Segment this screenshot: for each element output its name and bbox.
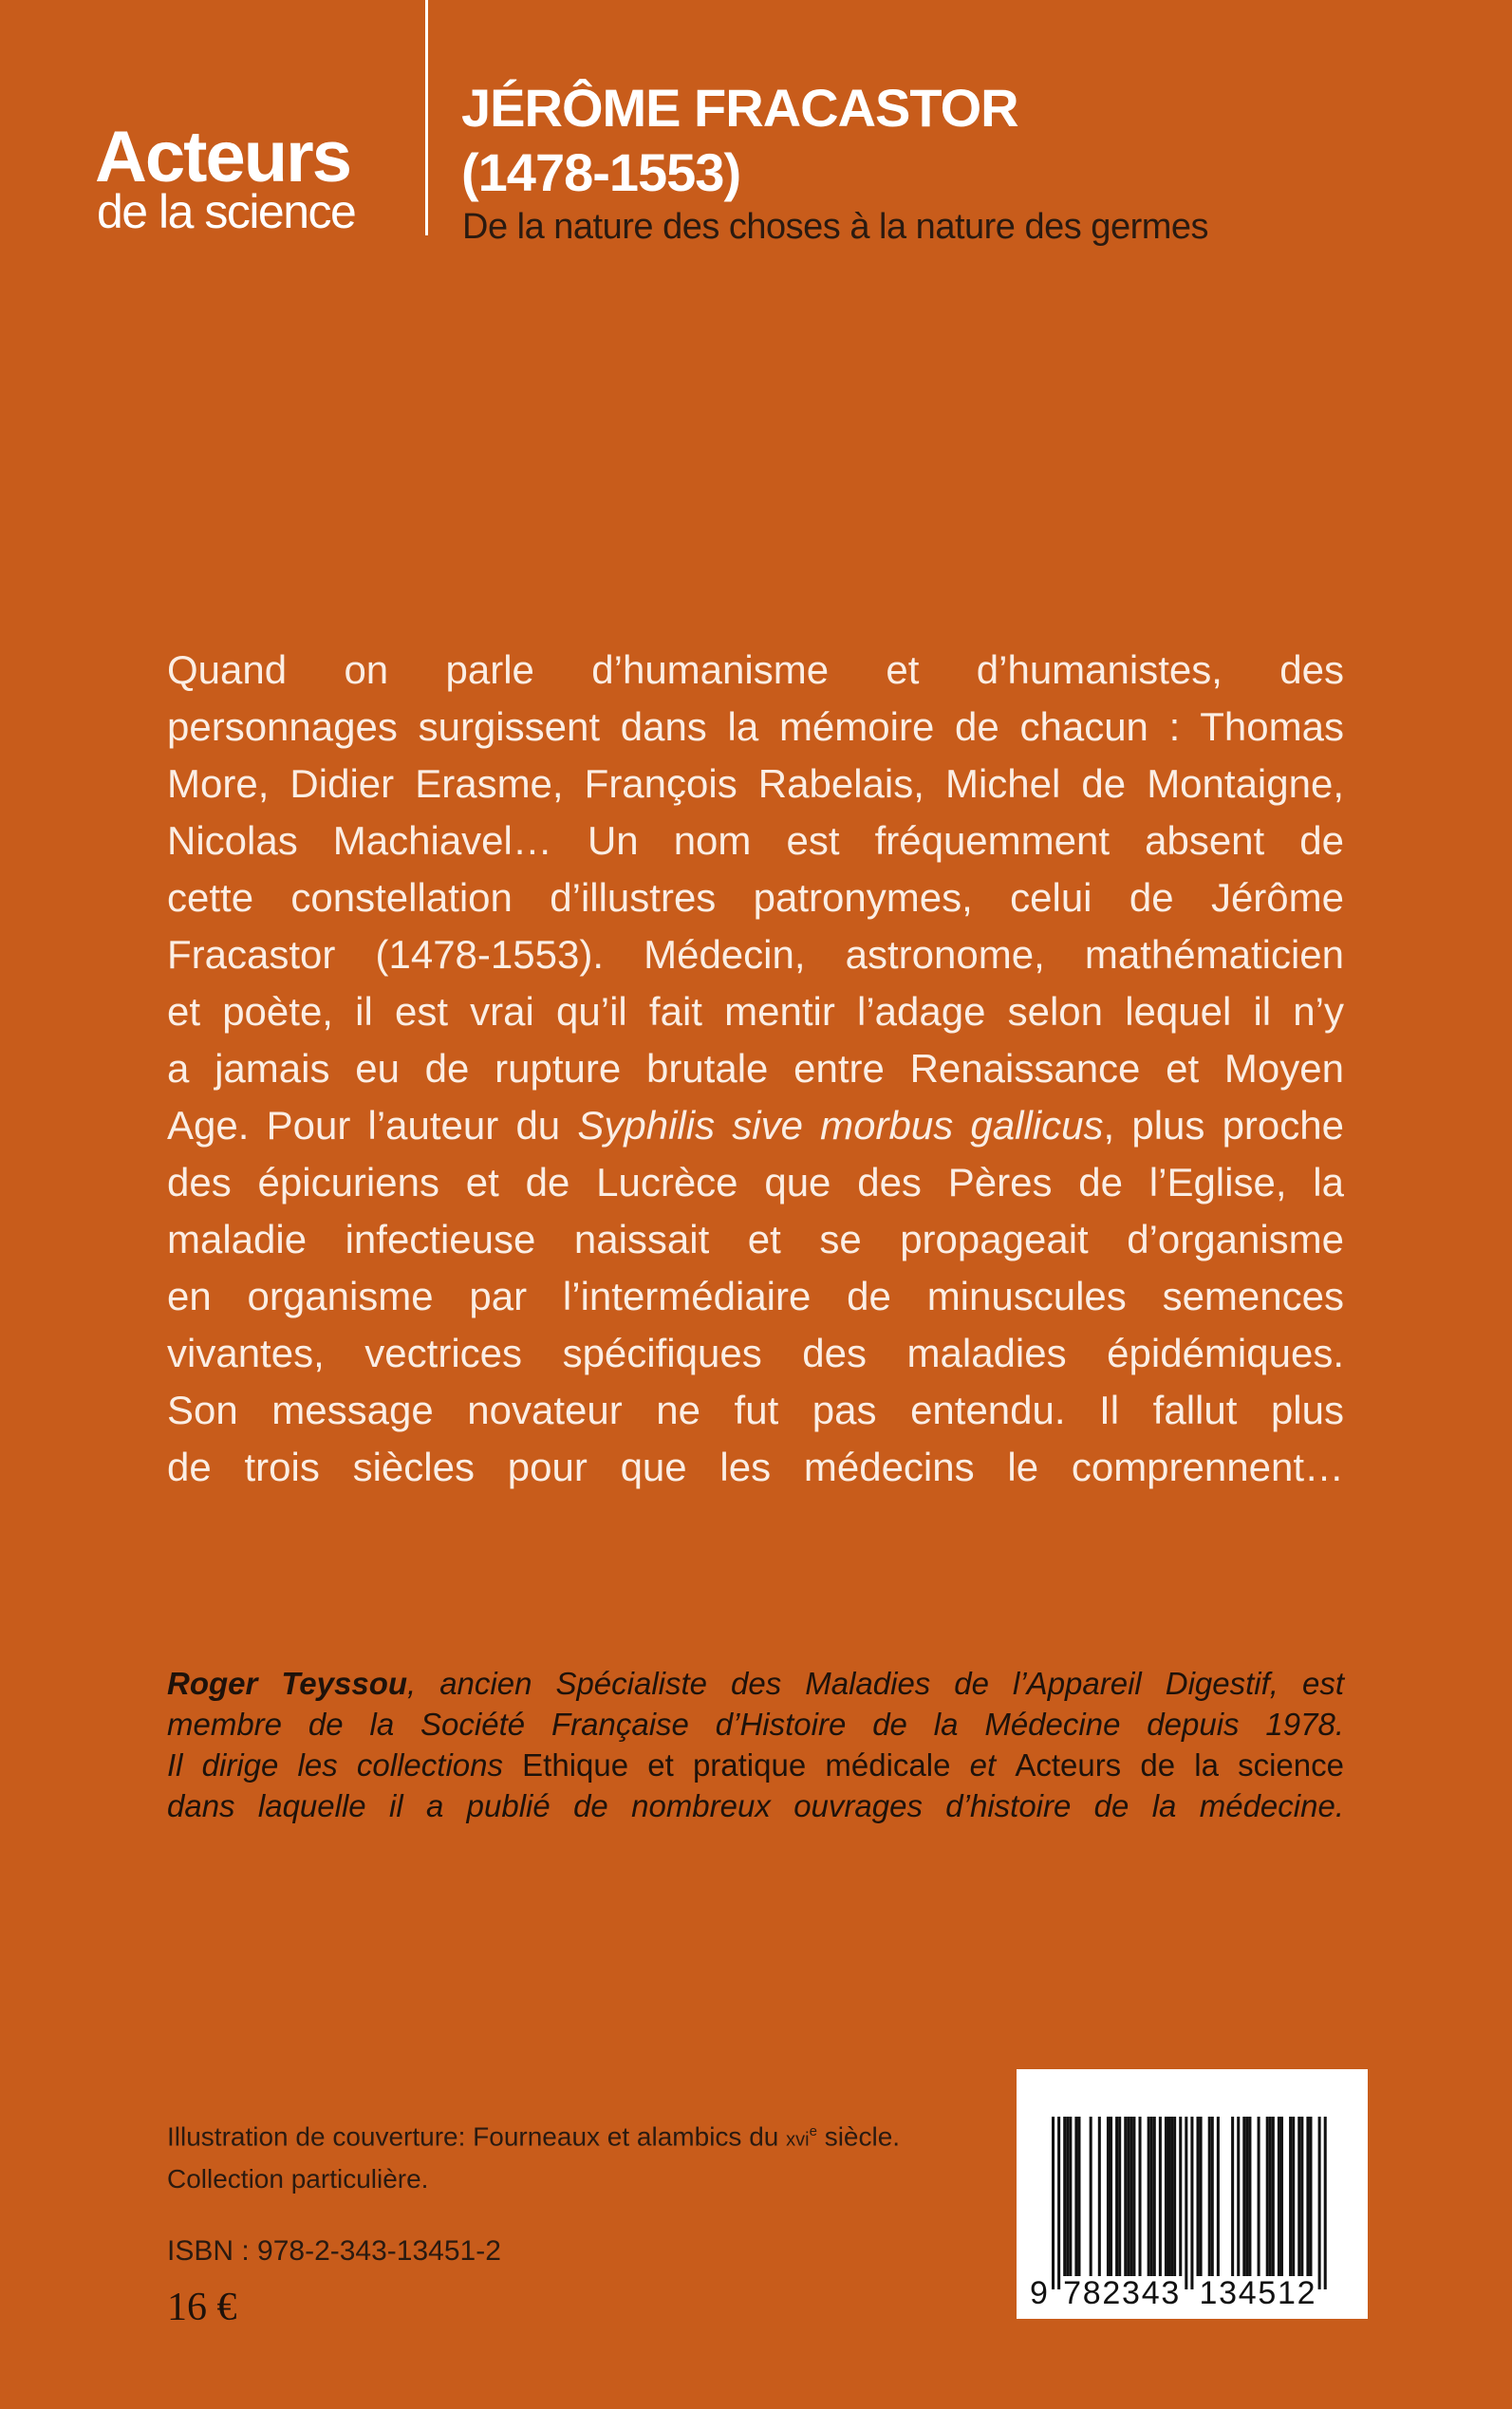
barcode-bar	[1090, 2117, 1092, 2276]
blurb-line: Age. Pour l’auteur du Syphilis sive morbus gallicus, plus proche	[167, 1103, 1344, 1148]
barcode-bar	[1211, 2117, 1214, 2276]
barcode-bar	[1107, 2117, 1110, 2276]
book-subtitle: De la nature des choses à la nature des germes	[462, 207, 1209, 247]
book-title	[461, 76, 1018, 205]
barcode-bar	[1110, 2117, 1112, 2276]
blurb-line: Nicolas Machiavel… Un nom est fréquemment absent de	[167, 818, 1344, 863]
barcode-bar	[1170, 2117, 1173, 2276]
bio-line: membre de la Société Française d’Histoire de la Médecine depuis 1978.	[167, 1707, 1344, 1742]
blurb-line: vivantes, vectrices spécifiques des maladies épidémiques.	[167, 1331, 1344, 1375]
blurb-line: de trois siècles pour que les médecins le comprennent…	[167, 1445, 1344, 1489]
blurb-line: a jamais eu de rupture brutale entre Renaissance et Moyen	[167, 1046, 1344, 1091]
barcode-bar	[1063, 2117, 1066, 2276]
barcode-digits: 134512	[1199, 2275, 1316, 2311]
barcode-bar	[1197, 2117, 1200, 2276]
barcode-bar	[1057, 2117, 1060, 2289]
blurb-line: en organisme par l’intermédiaire de minuscules semences	[167, 1274, 1344, 1318]
title-dates: (1478-1553)	[461, 142, 741, 202]
bio-line: Il dirige les collections Ethique et pratique médicale et Acteurs de la science	[167, 1747, 1344, 1783]
barcode-bar	[1272, 2117, 1275, 2276]
barcode-bar	[1115, 2117, 1118, 2276]
barcode-bar	[1300, 2117, 1303, 2276]
barcode-bar	[1208, 2117, 1211, 2276]
series-logo-subtitle: de la science	[97, 185, 356, 238]
barcode-digits: 9	[1030, 2275, 1048, 2311]
blurb-line: maladie infectieuse naissait et se propageait d’organisme	[167, 1217, 1344, 1261]
barcode-bar	[1066, 2117, 1069, 2276]
title-name: JÉRÔME FRACASTOR	[461, 78, 1018, 138]
barcode-bar	[1217, 2117, 1220, 2276]
barcode-bar	[1190, 2117, 1193, 2289]
barcode-bar	[1306, 2117, 1309, 2276]
barcode-bar	[1127, 2117, 1129, 2276]
barcode-bar	[1118, 2117, 1121, 2276]
barcode-bar	[1266, 2117, 1269, 2276]
barcode-bar	[1179, 2117, 1182, 2276]
collection-name: Ethique et pratique médicale	[522, 1747, 951, 1783]
barcode-bar	[1074, 2117, 1077, 2276]
blurb-line: Quand on parle d’humanisme et d’humanistes, des	[167, 647, 1344, 692]
header-divider	[425, 0, 428, 235]
barcode-bar	[1269, 2117, 1272, 2276]
barcode-bar	[1185, 2117, 1187, 2289]
blurb-line: cette constellation d’illustres patronymes, celui de Jérôme	[167, 875, 1344, 920]
barcode-bar	[1124, 2117, 1127, 2276]
barcode-bar	[1167, 2117, 1170, 2276]
barcode-bar	[1052, 2117, 1055, 2289]
barcode-bar	[1309, 2117, 1312, 2276]
blurb-line: des épicuriens et de Lucrèce que des Pères de l’Eglise, la	[167, 1160, 1344, 1204]
collection-name: Acteurs de la science	[1015, 1747, 1344, 1783]
barcode-bar	[1292, 2117, 1295, 2276]
author-bio	[167, 1663, 1344, 1826]
series-logo-acteurs: Acteurs	[95, 117, 350, 197]
barcode-bar	[1129, 2117, 1132, 2276]
author-name: Roger Teyssou	[167, 1666, 408, 1701]
barcode	[1017, 2069, 1368, 2319]
barcode-bar	[1289, 2117, 1292, 2276]
barcode-bar	[1148, 2117, 1150, 2276]
blurb-text	[167, 642, 1344, 1496]
barcode-bar	[1280, 2117, 1283, 2276]
blurb-line: personnages surgissent dans la mémoire de chacun : Thomas	[167, 704, 1344, 749]
barcode-bar	[1297, 2117, 1300, 2276]
barcode-bar	[1132, 2117, 1135, 2276]
barcode-bar	[1069, 2117, 1072, 2276]
barcode-bar	[1139, 2117, 1142, 2276]
barcode-graphic	[1017, 2069, 1368, 2319]
barcode-bar	[1200, 2117, 1203, 2276]
price: 16 €	[167, 2286, 237, 2329]
barcode-bar	[1278, 2117, 1280, 2276]
barcode-bar	[1098, 2117, 1101, 2276]
barcode-bar	[1150, 2117, 1153, 2276]
isbn: ISBN : 978-2-343-13451-2	[167, 2235, 501, 2267]
barcode-bar	[1248, 2117, 1251, 2276]
cover-credit: Illustration de couverture: Fourneaux et alambics du xvi$^e$ siècle. Collection particulière.	[167, 2121, 901, 2194]
barcode-bar	[1324, 2117, 1327, 2289]
blurb-line: et poète, il est vrai qu’il fait mentir l’adage selon lequel il n’y	[167, 989, 1344, 1034]
barcode-digits: 782343	[1063, 2275, 1180, 2311]
book-reference: Syphilis sive morbus gallicus	[577, 1103, 1104, 1148]
barcode-bar	[1242, 2117, 1245, 2276]
barcode-bar	[1159, 2117, 1162, 2276]
blurb-line: Fracastor (1478-1553). Médecin, astronome, mathématicien	[167, 932, 1344, 977]
barcode-bar	[1153, 2117, 1156, 2276]
barcode-bar	[1077, 2117, 1080, 2276]
blurb-line: More, Didier Erasme, François Rabelais, Michel de Montaigne,	[167, 761, 1344, 806]
barcode-bar	[1245, 2117, 1248, 2276]
blurb-line: Son message novateur ne fut pas entendu. Il fallut plus	[167, 1388, 1344, 1432]
barcode-bar	[1258, 2117, 1260, 2276]
barcode-bar	[1165, 2117, 1167, 2276]
bio-line: Roger Teyssou, ancien Spécialiste des Maladies de l’Appareil Digestif, est	[167, 1666, 1344, 1701]
barcode-bar	[1231, 2117, 1234, 2276]
barcode-bar	[1318, 2117, 1321, 2289]
bio-line: dans laquelle il a publié de nombreux ouvrages d’histoire de la médecine.	[167, 1788, 1344, 1823]
barcode-bar	[1237, 2117, 1240, 2276]
barcode-bar	[1173, 2117, 1176, 2276]
